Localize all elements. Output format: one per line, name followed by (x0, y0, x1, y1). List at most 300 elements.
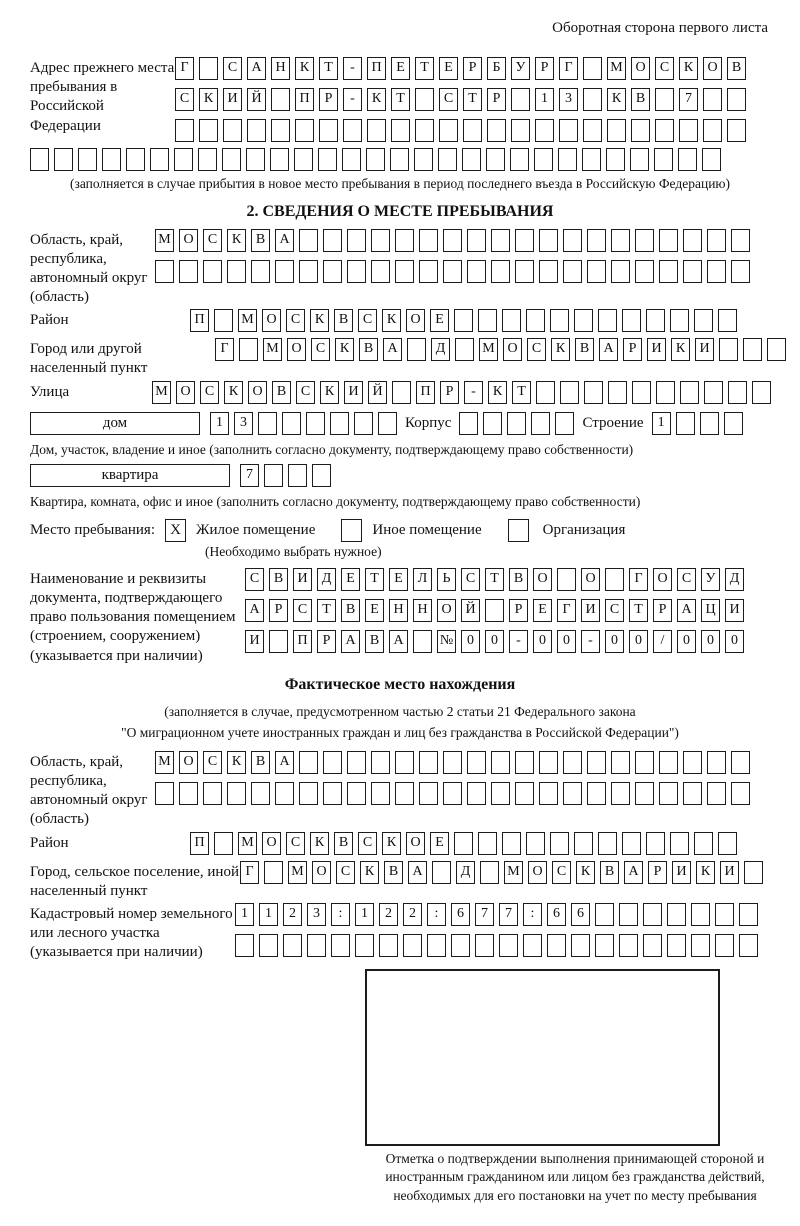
char-box (415, 119, 434, 142)
char-box: В (269, 568, 288, 591)
char-box (443, 229, 462, 252)
char-box (715, 934, 734, 957)
char-box (214, 832, 233, 855)
char-box: С (527, 338, 546, 361)
char-box: С (245, 568, 264, 591)
char-box (502, 309, 521, 332)
char-box: С (286, 832, 305, 855)
char-box (715, 903, 734, 926)
building-label: Корпус (405, 414, 452, 431)
char-box: О (179, 751, 198, 774)
char-box (557, 568, 576, 591)
char-box: С (677, 568, 696, 591)
char-box: С (655, 57, 674, 80)
char-box (454, 309, 473, 332)
char-box: Н (413, 599, 432, 622)
char-box (126, 148, 145, 171)
char-box (419, 751, 438, 774)
street-row[interactable] (152, 381, 771, 404)
char-box (598, 309, 617, 332)
stay-type-field (30, 519, 770, 542)
char-box: Д (456, 861, 475, 884)
char-box (354, 412, 373, 435)
apartment-number-row[interactable] (240, 464, 331, 487)
prev-address-label: Адрес прежнего места пребывания в Российской Федерации (30, 60, 175, 134)
char-box: : (331, 903, 350, 926)
char-box: 3 (559, 88, 578, 111)
char-box: Д (725, 568, 744, 591)
char-box (54, 148, 73, 171)
char-box (419, 229, 438, 252)
char-box (275, 260, 294, 283)
page-side-note: Оборотная сторона первого листа (552, 20, 768, 36)
checkbox-other-premises[interactable] (341, 519, 362, 542)
char-box: С (311, 338, 330, 361)
char-box: К (227, 229, 246, 252)
char-box: Т (415, 57, 434, 80)
char-box: К (199, 88, 218, 111)
char-box (728, 381, 747, 404)
char-box: И (647, 338, 666, 361)
option-residential-label: Жилое помещение (196, 521, 316, 538)
char-box: К (310, 309, 329, 332)
char-box (539, 751, 558, 774)
char-box (619, 934, 638, 957)
prev-address-row-3[interactable] (175, 119, 746, 142)
char-box (707, 260, 726, 283)
char-box (439, 119, 458, 142)
char-box (271, 119, 290, 142)
char-box: К (551, 338, 570, 361)
char-box: 7 (679, 88, 698, 111)
apartment-caption: Квартира, комната, офис и иное (заполнить согласно документу, подтверждающему право собственности) (30, 494, 641, 510)
char-box (727, 119, 746, 142)
char-box (203, 260, 222, 283)
char-box (467, 229, 486, 252)
char-box (535, 119, 554, 142)
char-box: Ц (701, 599, 720, 622)
char-box (275, 782, 294, 805)
char-box: С (358, 309, 377, 332)
char-box: О (262, 309, 281, 332)
prev-address-grid (175, 57, 746, 146)
char-box (395, 229, 414, 252)
char-box: У (511, 57, 530, 80)
char-box (299, 782, 318, 805)
char-box (485, 599, 504, 622)
char-box (656, 381, 675, 404)
char-box (719, 338, 738, 361)
char-box: С (175, 88, 194, 111)
char-box: Й (368, 381, 387, 404)
char-box: А (599, 338, 618, 361)
char-box: 2 (283, 903, 302, 926)
prev-address-row-4[interactable] (30, 148, 770, 171)
char-box: Е (389, 568, 408, 591)
char-box: 3 (307, 903, 326, 926)
document-grid (245, 568, 744, 657)
char-box (432, 861, 451, 884)
char-box: Т (391, 88, 410, 111)
char-box (704, 381, 723, 404)
char-box (475, 934, 494, 957)
char-box: Г (629, 568, 648, 591)
char-box: : (427, 903, 446, 926)
prev-address-row-2[interactable] (175, 88, 746, 111)
factual-region-row-2[interactable] (155, 782, 750, 805)
char-box (655, 119, 674, 142)
char-box (199, 119, 218, 142)
char-box (371, 260, 390, 283)
document-row-2[interactable] (245, 599, 744, 622)
factual-region-field (30, 751, 770, 830)
char-box: С (296, 381, 315, 404)
char-box (463, 119, 482, 142)
char-box (478, 832, 497, 855)
char-box (560, 381, 579, 404)
char-box (486, 148, 505, 171)
char-box: - (509, 630, 528, 653)
building-row[interactable] (459, 412, 574, 435)
char-box: Т (319, 57, 338, 80)
char-box: В (341, 599, 360, 622)
char-box (707, 782, 726, 805)
char-box: О (262, 832, 281, 855)
char-box (655, 88, 674, 111)
char-box (323, 751, 342, 774)
char-box (438, 148, 457, 171)
apartment-type-box[interactable]: квартира (30, 464, 230, 487)
char-box (282, 412, 301, 435)
factual-district-row[interactable] (190, 832, 737, 855)
checkbox-residential[interactable]: X (165, 519, 186, 542)
char-box (683, 260, 702, 283)
char-box: И (725, 599, 744, 622)
char-box (78, 148, 97, 171)
char-box (491, 782, 510, 805)
char-box (707, 751, 726, 774)
checkbox-organization[interactable] (508, 519, 529, 542)
char-box (534, 148, 553, 171)
char-box: А (341, 630, 360, 653)
char-box (703, 88, 722, 111)
district-field (30, 309, 770, 336)
char-box (583, 57, 602, 80)
char-box (574, 832, 593, 855)
char-box: Н (389, 599, 408, 622)
char-box (676, 412, 695, 435)
char-box (379, 934, 398, 957)
char-box (587, 229, 606, 252)
char-box: А (275, 229, 294, 252)
char-box: В (384, 861, 403, 884)
char-box (318, 148, 337, 171)
char-box (510, 148, 529, 171)
char-box: П (190, 309, 209, 332)
char-box: О (179, 229, 198, 252)
char-box (635, 782, 654, 805)
char-box (559, 119, 578, 142)
confirmation-mark-caption: Отметка о подтверждении выполнения принимающей стороной и иностранным гражданином или лицом без гражданства действий, необходимых для его постановки на учет по месту пребывания (385, 1150, 765, 1204)
char-box (630, 148, 649, 171)
region-label: Область, край, республика, автономный округ (область) (30, 231, 148, 306)
char-box: В (359, 338, 378, 361)
char-box (347, 260, 366, 283)
district-row[interactable] (190, 309, 737, 332)
char-box (312, 464, 331, 487)
option-organization-label: Организация (542, 521, 626, 538)
char-box (427, 934, 446, 957)
char-box (659, 260, 678, 283)
char-box (347, 751, 366, 774)
char-box: 1 (259, 903, 278, 926)
char-box (654, 148, 673, 171)
char-box: И (695, 338, 714, 361)
char-box: Е (430, 309, 449, 332)
char-box (608, 381, 627, 404)
city-row[interactable] (215, 338, 786, 361)
char-box (179, 782, 198, 805)
char-box (499, 934, 518, 957)
char-box: О (437, 599, 456, 622)
char-box: В (631, 88, 650, 111)
char-box (563, 260, 582, 283)
char-box (587, 782, 606, 805)
char-box (246, 148, 265, 171)
char-box (718, 832, 737, 855)
char-box: К (382, 309, 401, 332)
char-box (731, 782, 750, 805)
factual-note-line1: (заполняется в случае, предусмотренном частью 2 статьи 21 Федерального закона (164, 703, 636, 719)
region-grid (155, 229, 750, 287)
char-box: Р (535, 57, 554, 80)
char-box (584, 381, 603, 404)
char-box (295, 119, 314, 142)
char-box (731, 751, 750, 774)
char-box (371, 782, 390, 805)
char-box (342, 148, 361, 171)
char-box: Е (430, 832, 449, 855)
char-box (155, 782, 174, 805)
char-box: О (631, 57, 650, 80)
section2-title: 2. СВЕДЕНИЯ О МЕСТЕ ПРЕБЫВАНИЯ (246, 202, 554, 220)
char-box (288, 464, 307, 487)
char-box: 1 (210, 412, 229, 435)
char-box (179, 260, 198, 283)
char-box: В (334, 309, 353, 332)
char-box (323, 782, 342, 805)
char-box (407, 338, 426, 361)
char-box: Р (623, 338, 642, 361)
cadastre-field (30, 903, 770, 963)
char-box: М (152, 381, 171, 404)
char-box: К (607, 88, 626, 111)
char-box: Е (533, 599, 552, 622)
char-box: Г (240, 861, 259, 884)
char-box (539, 260, 558, 283)
char-box: Т (463, 88, 482, 111)
char-box (480, 861, 499, 884)
char-box (455, 338, 474, 361)
factual-region-row-1[interactable] (155, 751, 750, 774)
house-type-box[interactable]: дом (30, 412, 200, 435)
char-box (659, 229, 678, 252)
char-box (744, 861, 763, 884)
char-box: Т (512, 381, 531, 404)
char-box: О (703, 57, 722, 80)
char-box (239, 338, 258, 361)
char-box: С (439, 88, 458, 111)
char-box: Т (317, 599, 336, 622)
char-box (667, 934, 686, 957)
char-box: С (223, 57, 242, 80)
char-box (643, 934, 662, 957)
char-box: К (360, 861, 379, 884)
apartment-field (30, 464, 770, 491)
char-box (743, 338, 762, 361)
char-box: К (696, 861, 715, 884)
char-box: К (576, 861, 595, 884)
char-box (691, 934, 710, 957)
char-box: 0 (701, 630, 720, 653)
char-box: М (238, 832, 257, 855)
char-box: И (672, 861, 691, 884)
char-box (323, 260, 342, 283)
char-box (622, 832, 641, 855)
char-box: К (335, 338, 354, 361)
char-box: 0 (557, 630, 576, 653)
char-box (502, 832, 521, 855)
char-box: Д (431, 338, 450, 361)
char-box: П (416, 381, 435, 404)
char-box (283, 934, 302, 957)
region-row-2[interactable] (155, 260, 750, 283)
char-box: 0 (677, 630, 696, 653)
char-box (419, 782, 438, 805)
region-row-1[interactable] (155, 229, 750, 252)
char-box: П (295, 88, 314, 111)
char-box (264, 464, 283, 487)
char-box: А (247, 57, 266, 80)
char-box (587, 751, 606, 774)
char-box (483, 412, 502, 435)
char-box: М (155, 751, 174, 774)
char-box: У (701, 568, 720, 591)
char-box (583, 119, 602, 142)
char-box (395, 782, 414, 805)
char-box (550, 832, 569, 855)
char-box (330, 412, 349, 435)
char-box: С (293, 599, 312, 622)
char-box (491, 751, 510, 774)
prev-address-row-1[interactable] (175, 57, 746, 80)
char-box: - (343, 88, 362, 111)
city-field (30, 338, 770, 378)
char-box (331, 934, 350, 957)
char-box: А (677, 599, 696, 622)
char-box (251, 260, 270, 283)
char-box (258, 412, 277, 435)
document-field (30, 568, 770, 666)
factual-district-field (30, 832, 770, 859)
char-box (691, 903, 710, 926)
char-box: 0 (725, 630, 744, 653)
char-box (392, 381, 411, 404)
char-box (271, 88, 290, 111)
cadastre-row-1[interactable] (235, 903, 758, 926)
document-row-1[interactable] (245, 568, 744, 591)
factual-region-label: Область, край, республика, автономный округ (область) (30, 753, 148, 828)
char-box: 6 (547, 903, 566, 926)
char-box: С (461, 568, 480, 591)
char-box: Й (247, 88, 266, 111)
char-box: М (238, 309, 257, 332)
char-box (443, 260, 462, 283)
char-box (595, 903, 614, 926)
char-box (227, 260, 246, 283)
char-box: Е (439, 57, 458, 80)
char-box (491, 260, 510, 283)
char-box (395, 260, 414, 283)
char-box (679, 119, 698, 142)
char-box: О (406, 832, 425, 855)
factual-note-line2: "О миграционном учете иностранных граждан и лиц без гражданства в Российской Федерации") (121, 725, 679, 741)
char-box (307, 934, 326, 957)
char-box (635, 751, 654, 774)
char-box (646, 832, 665, 855)
char-box: А (389, 630, 408, 653)
char-box (703, 119, 722, 142)
char-box (30, 148, 49, 171)
house-number-row[interactable] (210, 412, 397, 435)
char-box: И (293, 568, 312, 591)
structure-row[interactable] (652, 412, 743, 435)
char-box (251, 782, 270, 805)
char-box: 1 (235, 903, 254, 926)
char-box (702, 148, 721, 171)
char-box (203, 782, 222, 805)
char-box: И (245, 630, 264, 653)
char-box: 1 (535, 88, 554, 111)
char-box (731, 229, 750, 252)
char-box (515, 260, 534, 283)
char-box: Г (559, 57, 578, 80)
char-box: Р (653, 599, 672, 622)
char-box: К (671, 338, 690, 361)
char-box: № (437, 630, 456, 653)
char-box (150, 148, 169, 171)
char-box (507, 412, 526, 435)
char-box: О (176, 381, 195, 404)
char-box: 0 (461, 630, 480, 653)
char-box (235, 934, 254, 957)
char-box (478, 309, 497, 332)
document-row-3[interactable] (245, 630, 744, 653)
char-box (174, 148, 193, 171)
factual-city-row[interactable] (240, 861, 763, 884)
char-box (563, 751, 582, 774)
char-box: К (382, 832, 401, 855)
char-box (443, 782, 462, 805)
char-box: М (155, 229, 174, 252)
option-other-premises-label: Иное помещение (372, 521, 482, 538)
char-box (462, 148, 481, 171)
char-box (347, 229, 366, 252)
char-box (611, 751, 630, 774)
char-box: М (504, 861, 523, 884)
cadastre-row-2[interactable] (235, 934, 758, 957)
char-box (264, 861, 283, 884)
